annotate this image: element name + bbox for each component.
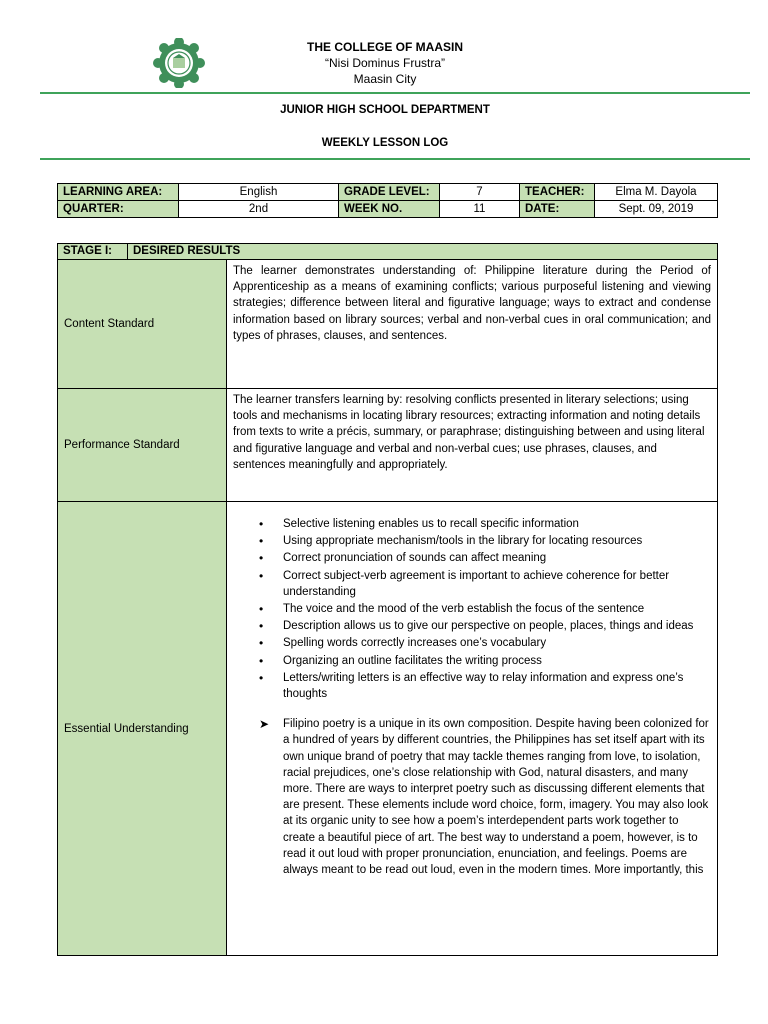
content-standard-text: The learner demonstrates understanding of: Philippine literature during the Period of Apprenticeship as a means of examining conflicts; various purposeful listening and viewing strategies; difference between literal and figurative language; ways to extract and condense information based on library sources; verbal and non-verbal cues in oral communication; and types of phrases, clauses, and sentences. [227,260,718,389]
essential-understanding-list [233,516,711,702]
list-item: • Correct subject-verb agreement is important to achieve coherence for better understanding [283,568,711,600]
lesson-info-table [57,183,718,218]
essential-understanding-label: Essential Understanding [58,502,227,956]
list-item: • Organizing an outline facilitates the writing process [283,653,711,669]
quarter-label: QUARTER: [58,201,179,218]
grade-level-label: GRADE LEVEL: [339,184,440,201]
list-item: • Description allows us to give our perspective on people, places, things and ideas [283,618,711,634]
header-divider-top [40,92,750,94]
list-item: • Correct pronunciation of sounds can affect meaning [283,550,711,566]
date-value: Sept. 09, 2019 [595,201,718,218]
content-standard-row [58,260,718,389]
list-item: • Spelling words correctly increases one’s vocabulary [283,635,711,651]
teacher-label: TEACHER: [520,184,595,201]
college-name: THE COLLEGE OF MAASIN [307,40,463,54]
list-item: • The voice and the mood of the verb establish the focus of the sentence [283,601,711,617]
arrow-bullet-icon: ➤ [259,717,270,732]
college-city: Maasin City [353,72,417,86]
performance-standard-label: Performance Standard [58,389,227,502]
essential-understanding-row [58,502,718,956]
stage-header-row [58,244,718,260]
essential-understanding-cell [227,502,718,956]
list-item: • Using appropriate mechanism/tools in the library for locating resources [283,533,711,549]
stage-label: STAGE I: [58,244,128,260]
grade-level-value: 7 [440,184,520,201]
college-seal-icon [150,38,208,88]
poetry-paragraph: Filipino poetry is a unique in its own composition. Despite having been colonized for a hundred of years by different countries, the Philippines has set itself apart with its own unique brand of poetry that may tackle themes ranging from love, to isolation, racial prejudices, one’s close relationship with God, natural disasters, and many more. There are ways to interpret poetry such as discussing different elements that are present. These elements include word choice, form, imagery. You may also look at its organic unity to see how a poem’s interdependent parts work together to create a beautiful piece of art. The best way to understand a poem, however, is to read it out loud with proper pronunciation, enunciation, and feelings. Poems are always meant to be read out loud, even in the modern times. More importantly, this [283,718,709,877]
list-item: • Letters/writing letters is an effective way to relay information and express one’s thoughts [283,670,711,702]
info-row-1 [58,184,718,201]
header-divider-bottom [40,158,750,160]
document-title: WEEKLY LESSON LOG [321,137,449,149]
learning-area-label: LEARNING AREA: [58,184,179,201]
performance-standard-row [58,389,718,502]
poetry-paragraph-block [233,716,711,878]
stage-title: DESIRED RESULTS [128,244,718,260]
content-standard-label: Content Standard [58,260,227,389]
desired-results-table [57,243,718,956]
quarter-value: 2nd [179,201,339,218]
list-item: • Selective listening enables us to recall specific information [283,516,711,532]
learning-area-value: English [179,184,339,201]
week-value: 11 [440,201,520,218]
week-label: WEEK NO. [339,201,440,218]
college-motto: “Nisi Dominus Frustra” [324,56,445,70]
info-row-2 [58,201,718,218]
date-label: DATE: [520,201,595,218]
teacher-value: Elma M. Dayola [595,184,718,201]
department-title: JUNIOR HIGH SCHOOL DEPARTMENT [280,104,490,116]
performance-standard-text: The learner transfers learning by: resolving conflicts presented in literary selections; using tools and mechanisms in locating library resources; extracting information and noting details from texts to write a précis, summary, or paraphrase; distinguishing between and using literal and figurative language and verbal and non-verbal cues; use phrases, clauses, and sentences meaningfully and appropriately. [227,389,718,502]
